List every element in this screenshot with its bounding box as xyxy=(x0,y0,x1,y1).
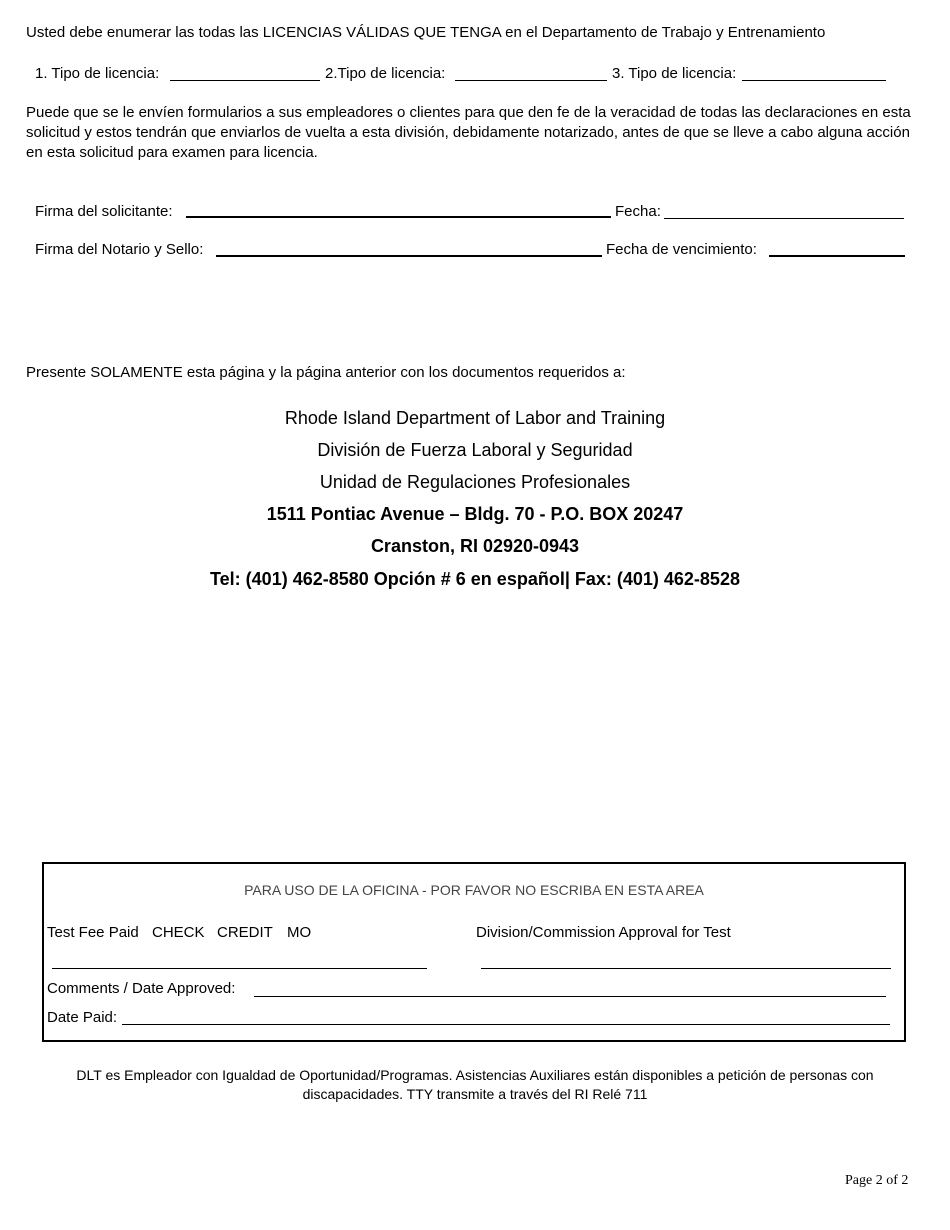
notice-paragraph: Puede que se le envíen formularios a sus empleadores o clientes para que den fe de la veracidad de todas las declaraciones en esta solicitud y estos tendrán que enviarlos de vuelta a esta división, debidamente notarizado, antes de que se lleve a cabo alguna acción en esta solicitud para examen para licencia. xyxy=(26,104,911,161)
address-unit: Unidad de Regulaciones Profesionales xyxy=(319,472,631,492)
address-department: Rhode Island Department of Labor and Training xyxy=(284,408,666,428)
license-type-2-field[interactable] xyxy=(455,80,607,81)
submit-instructions: Presente SOLAMENTE esta página y la página anterior con los documentos requeridos a: xyxy=(26,364,626,381)
office-use-heading: PARA USO DE LA OFICINA - POR FAVOR NO ESCRIBA EN ESTA AREA xyxy=(244,882,704,898)
test-fee-paid-label: Test Fee Paid xyxy=(47,924,139,941)
license-type-2-label: 2.Tipo de licencia: xyxy=(325,65,446,82)
page-number: Page 2 of 2 xyxy=(845,1173,909,1188)
approval-label: Division/Commission Approval for Test xyxy=(476,924,731,941)
approval-field[interactable] xyxy=(481,968,891,969)
check-option[interactable]: CHECK xyxy=(152,924,205,941)
expiration-date-label: Fecha de vencimiento: xyxy=(606,241,757,258)
comments-date-approved-field[interactable] xyxy=(254,996,886,997)
address-division: División de Fuerza Laboral y Seguridad xyxy=(317,440,633,460)
license-type-1-field[interactable] xyxy=(170,80,320,81)
notary-signature-field[interactable] xyxy=(216,255,602,257)
office-use-box xyxy=(42,862,906,1042)
address-street: 1511 Pontiac Avenue – Bldg. 70 - P.O. BOX 20247 xyxy=(266,504,684,524)
credit-option[interactable]: CREDIT xyxy=(217,924,273,941)
signature-date-field[interactable] xyxy=(664,218,904,219)
mo-option[interactable]: MO xyxy=(287,924,312,941)
signature-date-label: Fecha: xyxy=(615,203,661,220)
fee-paid-field[interactable] xyxy=(52,968,427,969)
address-phone-fax: Tel: (401) 462-8580 Opción # 6 en español| Fax: (401) 462-8528 xyxy=(210,569,740,589)
date-paid-field[interactable] xyxy=(122,1024,890,1025)
applicant-signature-label: Firma del solicitante: xyxy=(35,203,173,220)
license-type-1-label: 1. Tipo de licencia: xyxy=(35,65,160,82)
intro-text: Usted debe enumerar las todas las LICENCIAS VÁLIDAS QUE TENGA en el Departamento de Trabajo y Entrenamiento xyxy=(26,24,826,41)
address-city: Cranston, RI 02920-0943 xyxy=(370,536,580,556)
notary-signature-label: Firma del Notario y Sello: xyxy=(35,241,204,258)
date-paid-label: Date Paid: xyxy=(47,1009,118,1026)
comments-date-approved-label: Comments / Date Approved: xyxy=(47,980,236,997)
license-type-3-label: 3. Tipo de licencia: xyxy=(612,65,737,82)
expiration-date-field[interactable] xyxy=(769,255,905,257)
applicant-signature-field[interactable] xyxy=(186,216,611,218)
equal-opportunity-note: DLT es Empleador con Igualdad de Oportunidad/Programas. Asistencias Auxiliares están disponibles a petición de personas con discapacidades. TTY transmite a través del RI Relé 711 xyxy=(76,1067,874,1102)
license-type-3-field[interactable] xyxy=(742,80,886,81)
